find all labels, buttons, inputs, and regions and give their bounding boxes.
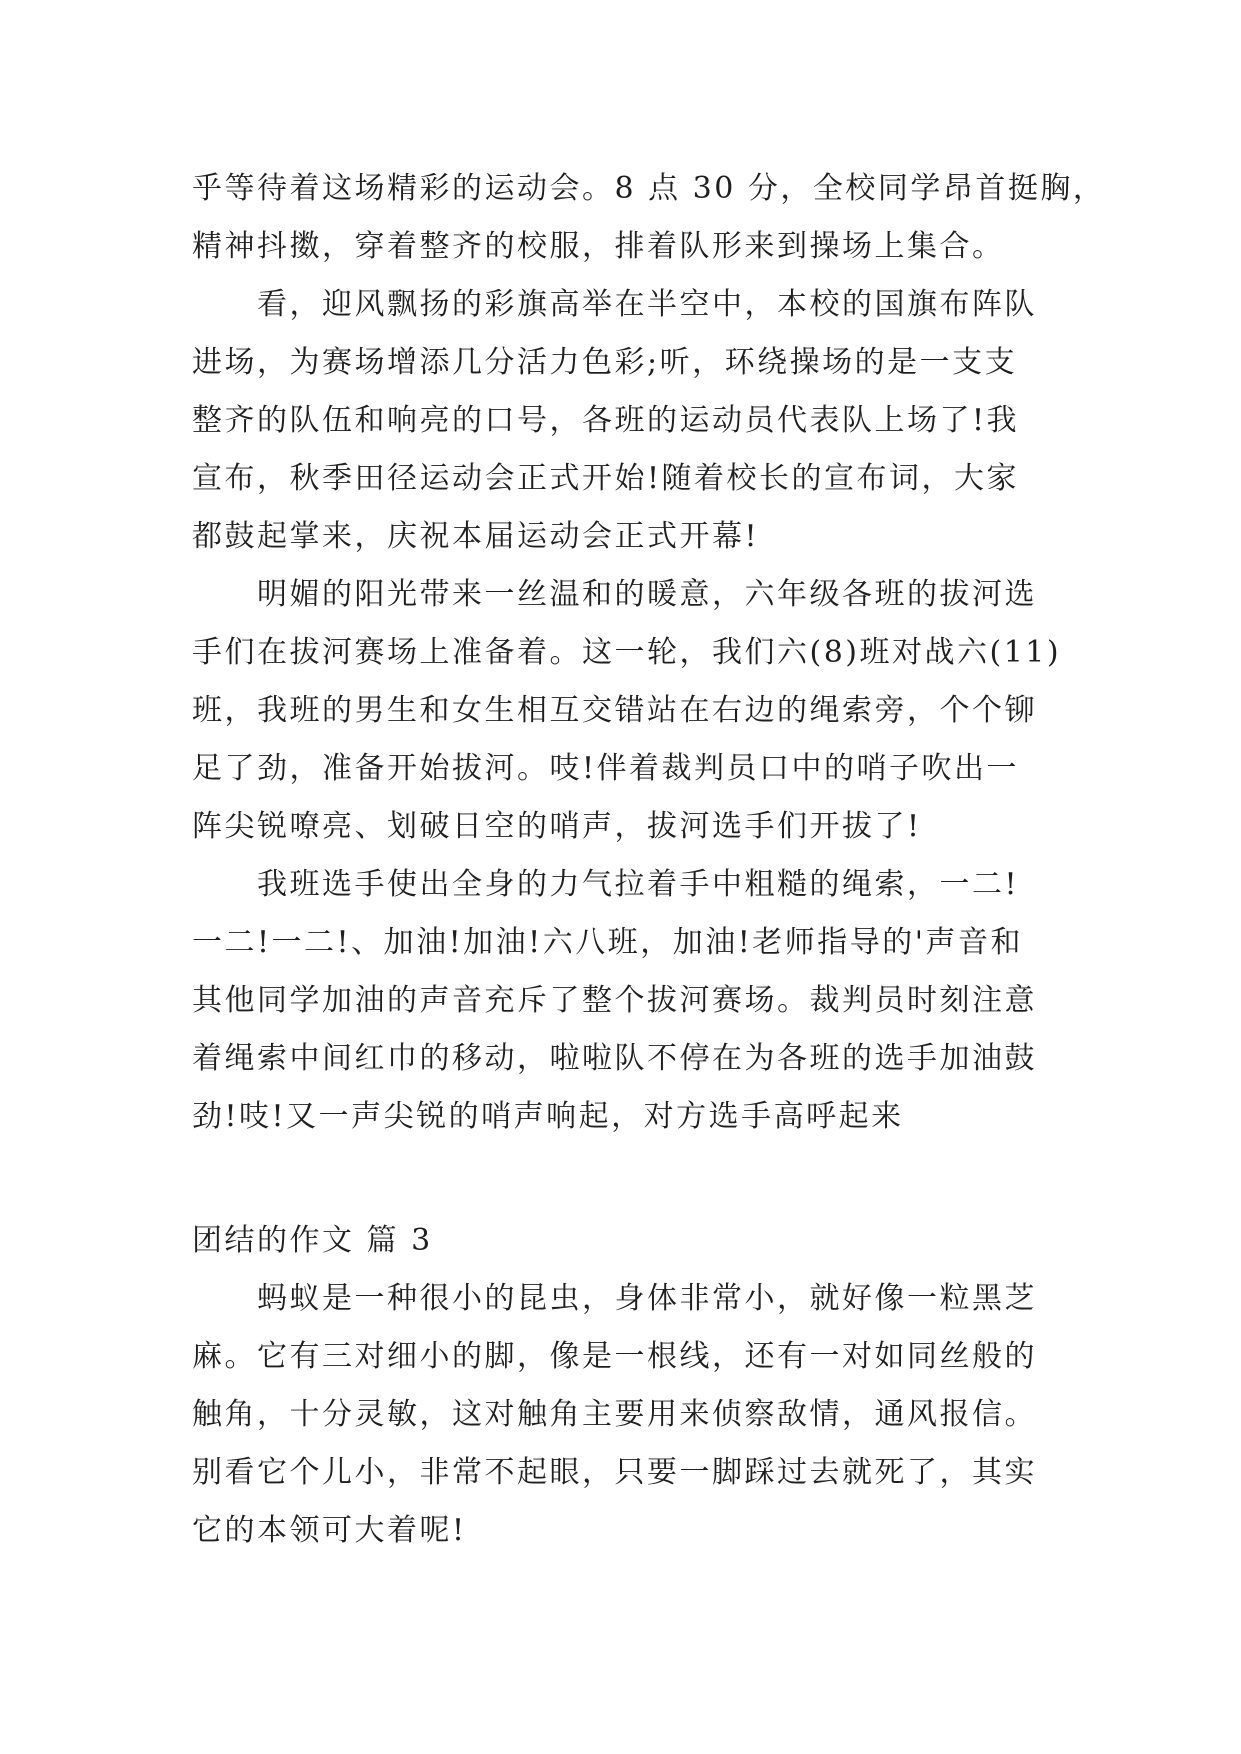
text-line: 进场，为赛场增添几分活力色彩;听，环绕操场的是一支支 — [192, 345, 1018, 380]
text-line: 其他同学加油的声音充斥了整个拔河赛场。裁判员时刻注意 — [192, 983, 1037, 1018]
text-line: 麻。它有三对细小的脚，像是一根线，还有一对如同丝般的 — [192, 1339, 1037, 1374]
text-line: 一二!一二!、加油!加油!六八班，加油!老师指导的'声音和 — [192, 925, 1024, 960]
text-line: 看，迎风飘扬的彩旗高举在半空中，本校的国旗布阵队 — [192, 287, 1037, 322]
section-heading: 团结的作文 篇 3 — [192, 1223, 433, 1258]
text-line: 明媚的阳光带来一丝温和的暖意，六年级各班的拔河选 — [192, 577, 1037, 612]
essay-body-top — [192, 160, 1106, 1146]
text-line: 我班选手使出全身的力气拉着手中粗糙的绳索，一二! — [192, 867, 1020, 902]
text-line: 手们在拔河赛场上准备着。这一轮，我们六(8)班对战六(11) — [192, 635, 1062, 670]
text-line: 班，我班的男生和女生相互交错站在右边的绳索旁，个个铆 — [192, 693, 1037, 728]
text-line: 足了劲，准备开始拔河。吱!伴着裁判员口中的哨子吹出一 — [192, 751, 1020, 786]
text-line: 着绳索中间红巾的移动，啦啦队不停在为各班的选手加油鼓 — [192, 1041, 1037, 1076]
text-line: 宣布，秋季田径运动会正式开始!随着校长的宣布词，大家 — [192, 461, 1020, 496]
text-line: 整齐的队伍和响亮的口号，各班的运动员代表队上场了!我 — [192, 403, 1020, 438]
text-line: 都鼓起掌来，庆祝本届运动会正式开幕! — [192, 519, 760, 554]
text-line: 蚂蚁是一种很小的昆虫，身体非常小，就好像一粒黑芝 — [192, 1281, 1037, 1316]
text-line: 劲!吱!又一声尖锐的哨声响起，对方选手高呼起来 — [192, 1099, 904, 1134]
text-line: 阵尖锐嘹亮、划破日空的哨声，拔河选手们开拔了! — [192, 809, 922, 844]
essay-body-bottom — [192, 1270, 1072, 1560]
text-line: 乎等待着这场精彩的运动会。8 点 30 分，全校同学昂首挺胸， — [192, 171, 1106, 206]
text-line: 它的本领可大着呢! — [192, 1513, 467, 1548]
text-line: 精神抖擞，穿着整齐的校服，排着队形来到操场上集合。 — [192, 229, 1005, 264]
text-line: 触角，十分灵敏，这对触角主要用来侦察敌情，通风报信。 — [192, 1397, 1037, 1432]
text-line: 别看它个儿小，非常不起眼，只要一脚踩过去就死了，其实 — [192, 1455, 1037, 1490]
